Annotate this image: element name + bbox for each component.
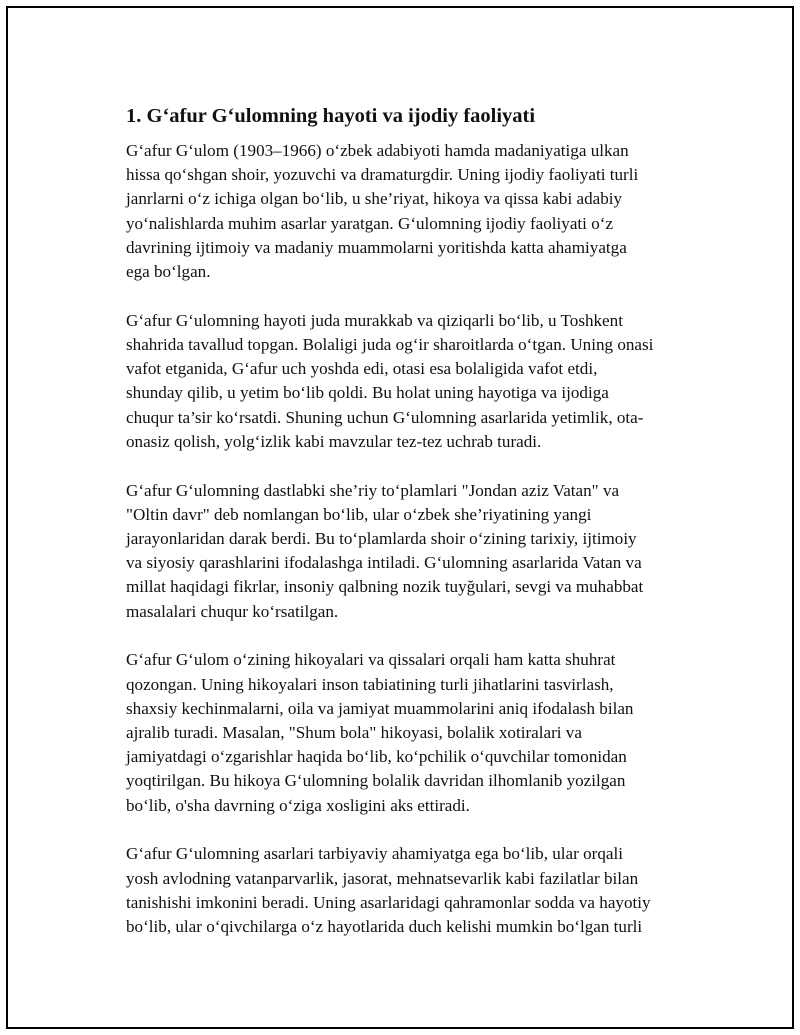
text-line: davrining ijtimoiy va madaniy muammolarni yoritishda katta ahamiyatga xyxy=(126,237,627,257)
text-line: G‘afur G‘ulomning hayoti juda murakkab va qiziqarli bo‘lib, u Toshkent xyxy=(126,310,623,330)
text-line: chuqur ta’sir ko‘rsatdi. Shuning uchun G‘ulomning asarlarida yetimlik, ota- xyxy=(126,407,644,427)
text-line: millat haqidagi fikrlar, insoniy qalbning nozik tuyğulari, sevgi va muhabbat xyxy=(126,577,644,597)
paragraph xyxy=(126,842,696,939)
text-line: hissa qo‘shgan shoir, yozuvchi va dramaturgdir. Uning ijodiy faoliyati turli xyxy=(126,165,639,185)
section-heading: 1. G‘afur G‘ulomning hayoti va ijodiy faoliyati xyxy=(126,105,536,127)
text-line: jamiyatdagi o‘zgarishlar haqida bo‘lib, ko‘pchilik o‘quvchilar tomonidan xyxy=(126,747,627,767)
text-line: shaxsiy kechinmalarni, oila va jamiyat muammolarini aniq ifodalash bilan xyxy=(126,698,634,718)
text-line: bo‘lib, o'sha davrning o‘ziga xosligini aks ettiradi. xyxy=(126,795,470,815)
text-line: shunday qilib, u yetim bo‘lib qoldi. Bu holat uning hayotiga va ijodiga xyxy=(126,383,609,403)
text-line: "Oltin davr" deb nomlangan bo‘lib, ular o‘zbek she’riyatining yangi xyxy=(126,504,592,524)
text-line: masalalari chuqur ko‘rsatilgan. xyxy=(126,601,339,621)
text-line: ajralib turadi. Masalan, "Shum bola" hikoyasi, bolalik xotiralari va xyxy=(126,723,582,743)
text-line: G‘afur G‘ulom o‘zining hikoyalari va qissalari orqali ham katta shuhrat xyxy=(126,650,616,670)
paragraph xyxy=(126,139,696,284)
text-line: G‘afur G‘ulom (1903–1966) o‘zbek adabiyoti hamda madaniyatiga ulkan xyxy=(126,141,629,160)
text-line: qozongan. Uning hikoyalari inson tabiatining turli jihatlarini tasvirlash, xyxy=(126,674,614,694)
paragraph xyxy=(126,648,696,817)
paragraph xyxy=(126,309,696,454)
text-line: tanishishi imkonini beradi. Uning asarlaridagi qahramonlar sodda va hayotiy xyxy=(126,892,651,912)
text-line: onasiz qolish, yolg‘izlik kabi mavzular tez-tez uchrab turadi. xyxy=(126,431,542,451)
text-line: yoqtirilgan. Bu hikoya G‘ulomning bolalik davridan ilhomlanib yozilgan xyxy=(126,771,626,791)
text-line: bo‘lib, ular o‘qivchilarga o‘z hayotlarida duch kelishi mumkin bo‘lgan turli xyxy=(126,917,643,937)
document-body xyxy=(126,103,696,964)
text-line: jarayonlaridan darak berdi. Bu to‘plamlarda shoir o‘zining tarixiy, ijtimoiy xyxy=(126,529,637,549)
text-line: G‘afur G‘ulomning dastlabki she’riy to‘plamlari "Jondan aziz Vatan" va xyxy=(126,480,620,500)
text-line: va siyosiy qarashlarini ifodalashga intiladi. G‘ulomning asarlarida Vatan va xyxy=(126,553,642,573)
text-line: vafot etganida, G‘afur uch yoshda edi, otasi esa bolaligida vafot etdi, xyxy=(126,359,598,379)
paragraph-list xyxy=(126,139,696,939)
paragraph xyxy=(126,479,696,624)
text-line: ega bo‘lgan. xyxy=(126,262,211,282)
text-line: shahrida tavallud topgan. Bolaligi juda og‘ir sharoitlarda o‘tgan. Uning onasi xyxy=(126,335,654,355)
text-line: yo‘nalishlarda muhim asarlar yaratgan. G‘ulomning ijodiy faoliyati o‘z xyxy=(126,213,614,233)
page-frame xyxy=(6,6,794,1029)
text-line: yosh avlodning vatanparvarlik, jasorat, mehnatsevarlik kabi fazilatlar bilan xyxy=(126,868,639,888)
text-line: janrlarni o‘z ichiga olgan bo‘lib, u she’riyat, hikoya va qissa kabi adabiy xyxy=(126,189,623,209)
text-line: G‘afur G‘ulomning asarlari tarbiyaviy ahamiyatga ega bo‘lib, ular orqali xyxy=(126,844,623,864)
